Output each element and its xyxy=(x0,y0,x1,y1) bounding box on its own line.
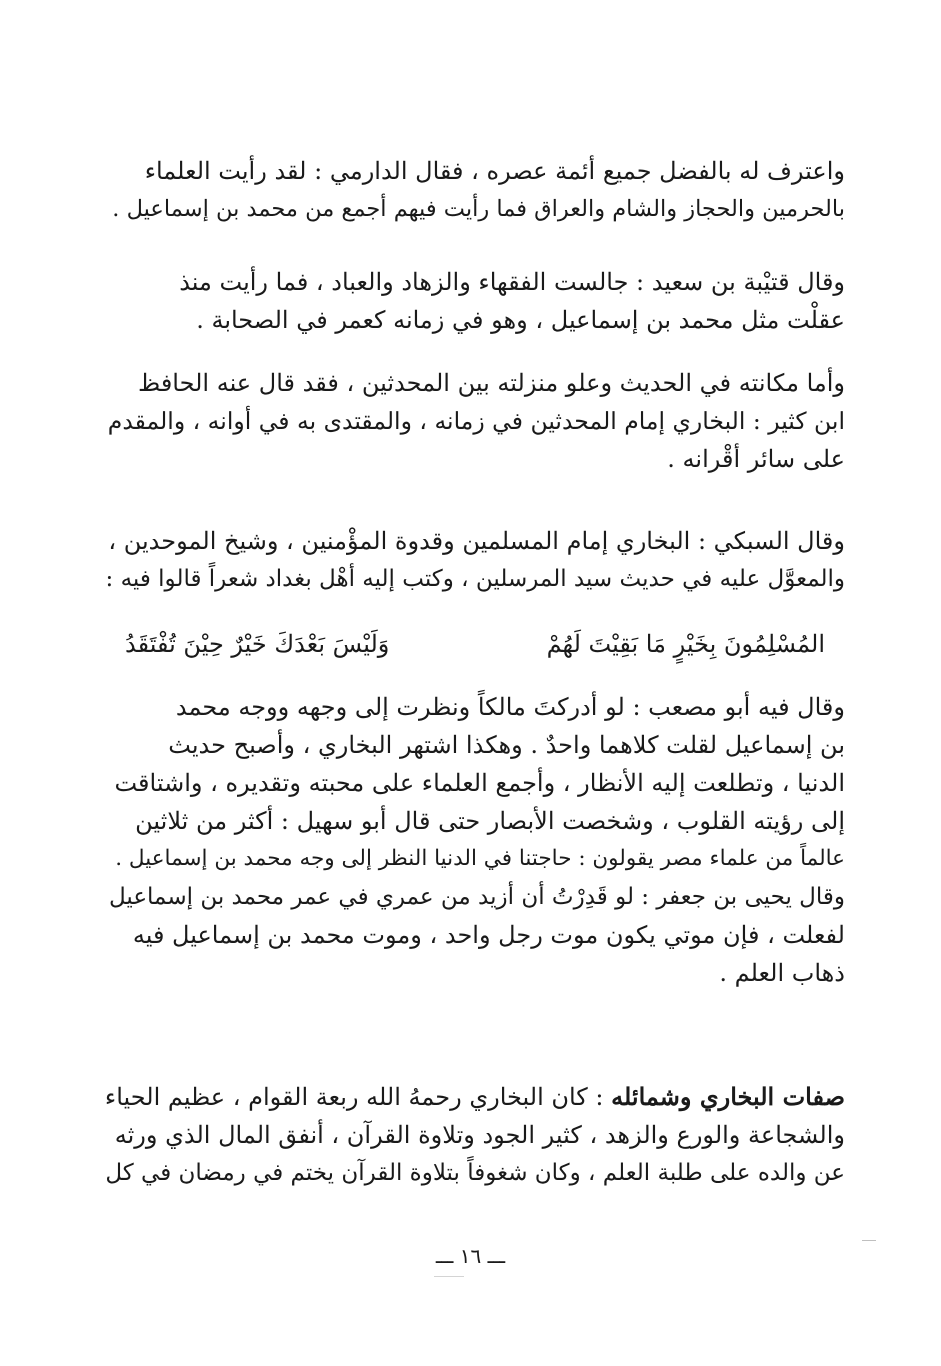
text-line: والمعوَّل عليه في حديث سيد المرسلين ، وكتب إليه أهْل بغداد شعراً قالوا فيه : xyxy=(105,566,845,592)
text-line: ابن كثير : البخاري إمام المحدثين في زمانه ، والمقتدى به في أوانه ، والمقدم xyxy=(107,407,845,435)
text-line: إلى رؤيته القلوب ، وشخصت الأبصار حتى قال أبو سهيل : أكثر من ثلاثين xyxy=(135,807,845,835)
poem-verse xyxy=(125,624,825,664)
paragraph-qutaybah xyxy=(100,263,845,339)
text-line: واعترف له بالفضل جميع أئمة عصره ، فقال الدارمي : لقد رأيت العلماء xyxy=(144,157,845,185)
verse-second-hemistich: وَلَيْسَ بَعْدَكَ خَيْرٌ حِيْنَ تُفْتَقَدُ xyxy=(125,630,390,658)
section-traits xyxy=(100,1078,845,1192)
paragraph-subki xyxy=(100,522,845,598)
text-line: على سائر أقْرانه . xyxy=(667,445,845,473)
text-line: الدنيا ، وتطلعت إليه الأنظار ، وأجمع العلماء على محبته وتقديره ، واشتاقت xyxy=(114,769,845,797)
section-first-line-text: : كان البخاري رحمهُ الله ربعة القوام ، عظيم الحياء xyxy=(104,1083,612,1111)
section-first-line xyxy=(100,1078,845,1116)
section-heading: صفات البخاري وشمائله xyxy=(611,1082,845,1111)
text-line: عن والده على طلبة العلم ، وكان شغوفاً بتلاوة القرآن يختم في رمضان في كل xyxy=(105,1160,845,1186)
text-line: بالحرمين والحجاز والشام والعراق فما رأيت فيهم أجمع من محمد بن إسماعيل . xyxy=(112,196,845,222)
paragraph-darimi xyxy=(100,152,845,228)
faint-mark xyxy=(434,1276,464,1277)
verse-first-hemistich: المُسْلِمُونَ بِخَيْرٍ مَا بَقِيْتَ لَهُمْ xyxy=(546,630,825,658)
text-line: عقلْت مثل محمد بن إسماعيل ، وهو في زمانه كعمر في الصحابة . xyxy=(196,306,845,334)
paragraph-abu-musab xyxy=(100,688,845,992)
text-line: عالماً من علماء مصر يقولون : حاجتنا في الدنيا النظر إلى وجه محمد بن إسماعيل . xyxy=(115,846,845,871)
text-line: وقال فيه أبو مصعب : لو أدركتَ مالكاً ونظرت إلى وجهه ووجه محمد xyxy=(175,693,845,721)
page-number: ـــ ١٦ ـــ xyxy=(435,1244,506,1268)
edge-mark xyxy=(862,1240,876,1241)
text-line: ذهاب العلم . xyxy=(719,959,845,987)
text-line: وأما مكانته في الحديث وعلو منزلته بين المحدثين ، فقد قال عنه الحافظ xyxy=(138,369,845,397)
paragraph-ibn-kathir xyxy=(100,364,845,478)
text-line: بن إسماعيل لقلت كلاهما واحدٌ . وهكذا اشتهر البخاري ، وأصبح حديث xyxy=(168,731,845,759)
text-line: وقال السبكي : البخاري إمام المسلمين وقدوة المؤْمنين ، وشيخ الموحدين ، xyxy=(108,527,845,555)
text-line: وقال قتيْبة بن سعيد : جالست الفقهاء والزهاد والعباد ، فما رأيت منذ xyxy=(179,268,845,296)
text-line: وقال يحيى بن جعفر : لو قَدِرْتُ أن أزيد من عمري في عمر محمد بن إسماعيل xyxy=(108,884,845,910)
text-line: لفعلت ، فإن موتي يكون موت رجل واحد ، وموت محمد بن إسماعيل فيه xyxy=(132,921,845,949)
text-line: والشجاعة والورع والزهد ، كثير الجود وتلاوة القرآن ، أنفق المال الذي ورثه xyxy=(114,1121,845,1149)
